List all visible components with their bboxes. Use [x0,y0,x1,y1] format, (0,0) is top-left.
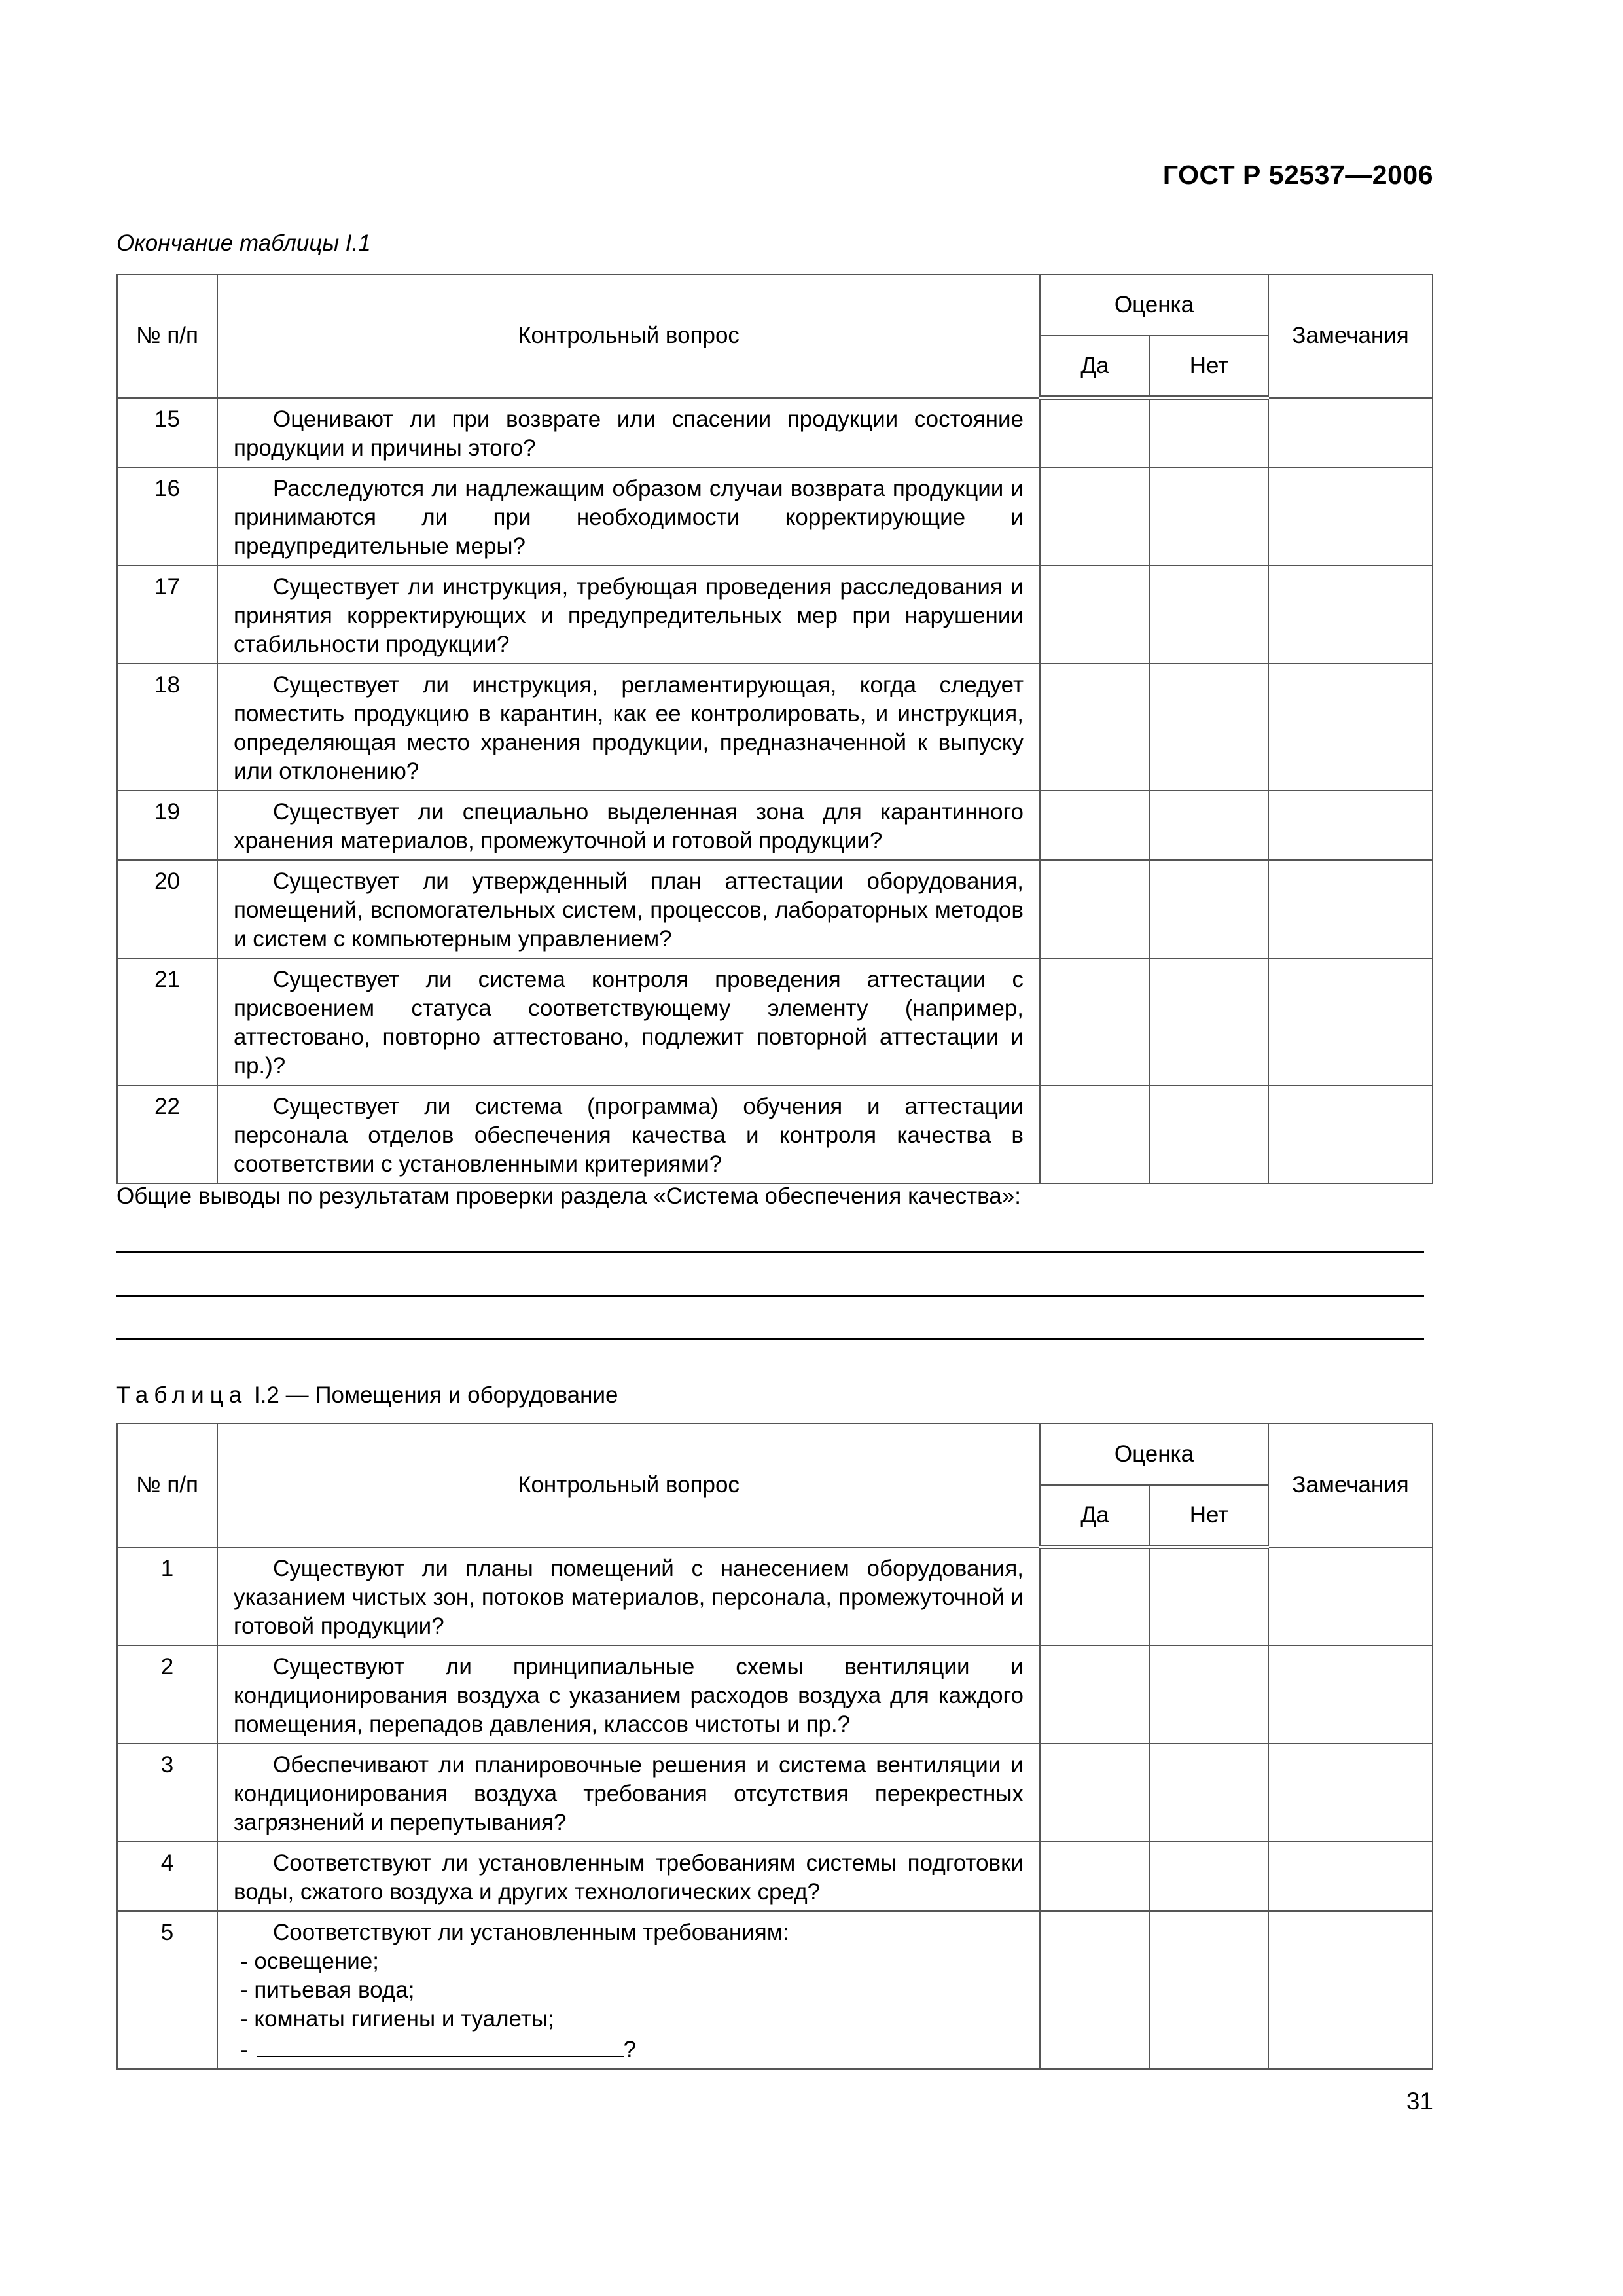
yes-cell[interactable] [1040,1911,1150,2069]
table-row [117,1744,1433,1842]
table-row [117,467,1433,565]
table-row [117,1645,1433,1744]
row-question: Существует ли инструкция, регламентирующая, когда следует поместить продукцию в карантин, как ее контролировать, и инструкция, определяющая место хранения продукции, предназначенной к выпуску или отклонению? [217,664,1040,791]
row-question: Существует ли система контроля проведения аттестации с присвоением статуса соответствующему элементу (например, аттестовано, повторно аттестовано, подлежит повторной аттестации и пр.)? [217,958,1040,1085]
yes-cell[interactable] [1040,860,1150,958]
table-row [117,1085,1433,1183]
header-rating: Оценка [1040,274,1268,336]
header-no: Нет [1150,336,1268,398]
yes-cell[interactable] [1040,1744,1150,1842]
no-cell[interactable] [1150,1842,1268,1911]
row-number: 16 [117,467,217,565]
header-remarks: Замечания [1268,274,1433,398]
table-row [117,860,1433,958]
no-cell[interactable] [1150,398,1268,467]
row-number: 22 [117,1085,217,1183]
yes-cell[interactable] [1040,398,1150,467]
header-question: Контрольный вопрос [217,1424,1040,1547]
row-question: Соответствуют ли установленным требованиям системы подготовки воды, сжатого воздуха и других технологических сред? [217,1842,1040,1911]
table2-caption-prefix: Таблица [116,1382,248,1408]
yes-cell[interactable] [1040,664,1150,791]
table-row [117,1547,1433,1645]
list-dash: - [240,2036,248,2062]
row-number: 3 [117,1744,217,1842]
no-cell[interactable] [1150,791,1268,860]
remarks-cell[interactable] [1268,467,1433,565]
list-item: - освещение; [240,1948,379,1974]
row-question: Обеспечивают ли планировочные решения и система вентиляции и кондиционирования воздуха требования отсутствия перекрестных загрязнений и перепутывания? [217,1744,1040,1842]
yes-cell[interactable] [1040,1842,1150,1911]
no-cell[interactable] [1150,1085,1268,1183]
remarks-cell[interactable] [1268,958,1433,1085]
list-lead: Соответствуют ли установленным требованиям: [273,1919,789,1945]
remarks-cell[interactable] [1268,1744,1433,1842]
list-item-blank [234,2034,1024,2064]
table-row [117,1911,1433,2069]
yes-cell[interactable] [1040,467,1150,565]
table-row [117,565,1433,664]
conclusion-line[interactable] [116,1338,1424,1340]
question-mark: ? [623,2036,637,2062]
row-question: Расследуются ли надлежащим образом случаи возврата продукции и принимаются ли при необходимости корректирующие и предупредительные меры? [217,467,1040,565]
blank-fill-line[interactable] [257,2034,624,2057]
no-cell[interactable] [1150,565,1268,664]
row-number: 5 [117,1911,217,2069]
table-row [117,664,1433,791]
table-row [117,398,1433,467]
row-number: 15 [117,398,217,467]
header-yes: Да [1040,1485,1150,1547]
header-num: № п/п [117,274,217,398]
no-cell[interactable] [1150,1911,1268,2069]
conclusion-label: Общие выводы по результатам проверки раздела «Система обеспечения качества»: [116,1183,1021,1209]
row-question: Существует ли система (программа) обучения и аттестации персонала отделов обеспечения качества и контроля качества в соответствии с установленными критериями? [217,1085,1040,1183]
header-remarks: Замечания [1268,1424,1433,1547]
list-item: - комнаты гигиены и туалеты; [240,2005,554,2032]
remarks-cell[interactable] [1268,791,1433,860]
no-cell[interactable] [1150,664,1268,791]
row-number: 2 [117,1645,217,1744]
row-question: Существует ли утвержденный план аттестации оборудования, помещений, вспомогательных систем, процессов, лабораторных методов и систем с компьютерным управлением? [217,860,1040,958]
row-number: 20 [117,860,217,958]
list-item: - питьевая вода; [240,1977,415,2003]
header-num: № п/п [117,1424,217,1547]
table-row [117,791,1433,860]
table-row [117,1842,1433,1911]
table1-caption: Окончание таблицы I.1 [116,230,371,256]
no-cell[interactable] [1150,1744,1268,1842]
yes-cell[interactable] [1040,1645,1150,1744]
row-question: Существуют ли принципиальные схемы вентиляции и кондиционирования воздуха с указанием расходов воздуха для каждого помещения, перепадов давления, классов чистоты и пр.? [217,1645,1040,1744]
conclusion-line[interactable] [116,1295,1424,1297]
yes-cell[interactable] [1040,958,1150,1085]
no-cell[interactable] [1150,1547,1268,1645]
no-cell[interactable] [1150,467,1268,565]
remarks-cell[interactable] [1268,1547,1433,1645]
header-rating: Оценка [1040,1424,1268,1485]
row-number: 19 [117,791,217,860]
yes-cell[interactable] [1040,1085,1150,1183]
no-cell[interactable] [1150,1645,1268,1744]
table2-caption [116,1382,618,1408]
remarks-cell[interactable] [1268,565,1433,664]
yes-cell[interactable] [1040,1547,1150,1645]
row-number: 21 [117,958,217,1085]
row-question: Существуют ли планы помещений с нанесением оборудования, указанием чистых зон, потоков материалов, персонала, промежуточной и готовой продукции? [217,1547,1040,1645]
no-cell[interactable] [1150,958,1268,1085]
remarks-cell[interactable] [1268,1842,1433,1911]
standard-designation: ГОСТ Р 52537—2006 [1162,160,1433,190]
row-number: 4 [117,1842,217,1911]
header-question: Контрольный вопрос [217,274,1040,398]
remarks-cell[interactable] [1268,398,1433,467]
remarks-cell[interactable] [1268,1911,1433,2069]
table2-caption-title: I.2 — Помещения и оборудование [247,1382,618,1408]
row-number: 18 [117,664,217,791]
row-question: Существует ли инструкция, требующая проведения расследования и принятия корректирующих и предупредительных мер при нарушении стабильности продукции? [217,565,1040,664]
remarks-cell[interactable] [1268,664,1433,791]
no-cell[interactable] [1150,860,1268,958]
remarks-cell[interactable] [1268,1645,1433,1744]
row-question-list [217,1911,1040,2069]
yes-cell[interactable] [1040,791,1150,860]
checklist-table-2 [116,1423,1433,2070]
remarks-cell[interactable] [1268,1085,1433,1183]
header-yes: Да [1040,336,1150,398]
conclusion-line[interactable] [116,1251,1424,1253]
checklist-table-1 [116,274,1433,1184]
row-question: Оценивают ли при возврате или спасении продукции состояние продукции и причины этого? [217,398,1040,467]
remarks-cell[interactable] [1268,860,1433,958]
row-number: 17 [117,565,217,664]
table-row [117,958,1433,1085]
yes-cell[interactable] [1040,565,1150,664]
row-number: 1 [117,1547,217,1645]
row-question: Существует ли специально выделенная зона для карантинного хранения материалов, промежуточной и готовой продукции? [217,791,1040,860]
page-number: 31 [1406,2088,1433,2115]
header-no: Нет [1150,1485,1268,1547]
